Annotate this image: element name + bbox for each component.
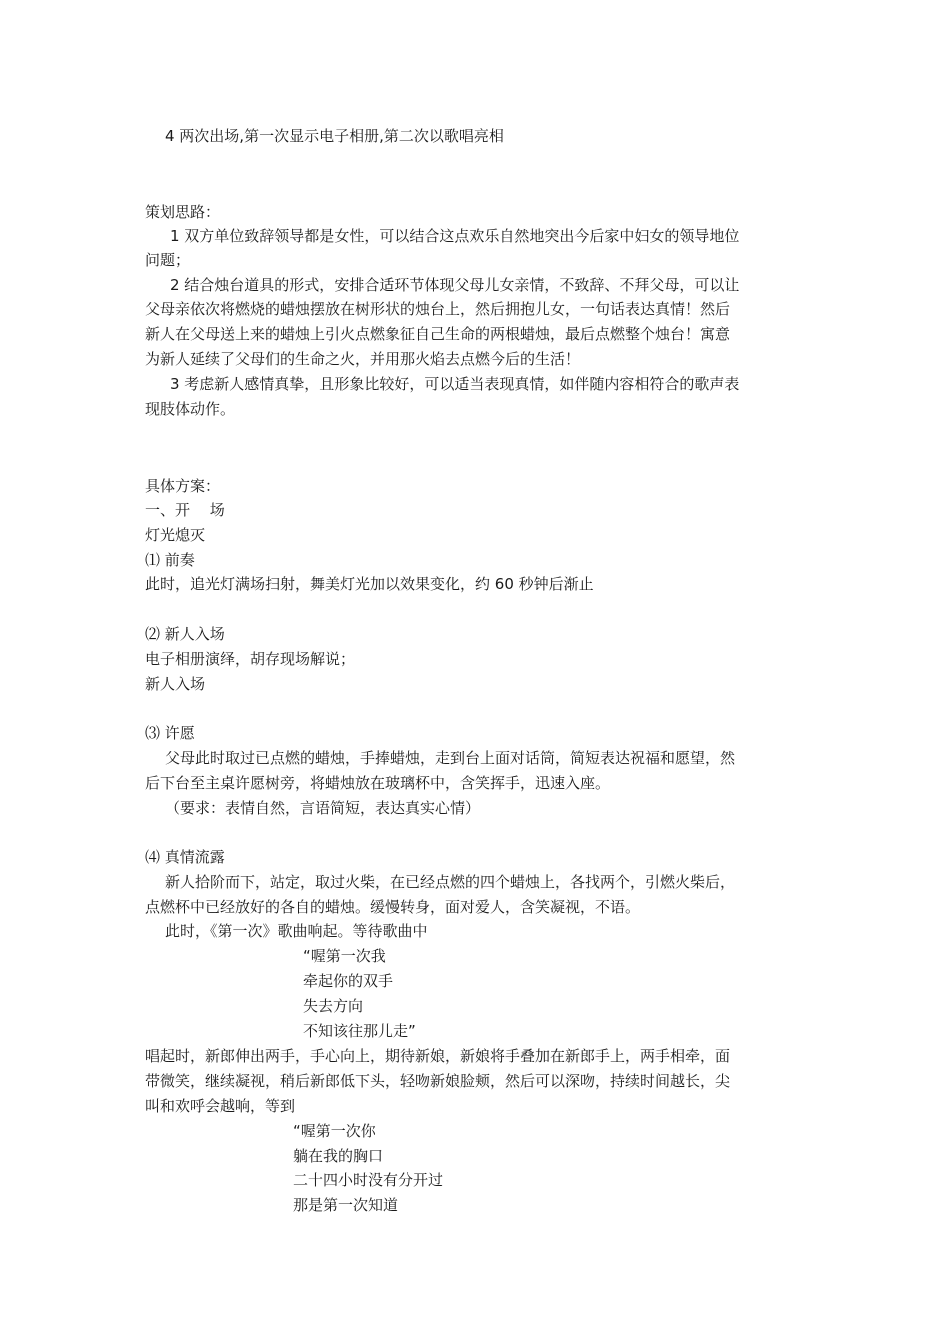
step-4-text-2: 点燃杯中已经放好的各自的蜡烛。缓慢转身，面对爱人，含笑凝视，不语。 bbox=[145, 898, 641, 916]
planning-point-1-cont: 问题； bbox=[145, 251, 191, 269]
step-4-text-5: 带微笑，继续凝视，稍后新郎低下头，轻吻新娘脸颊，然后可以深吻，持续时间越长，尖 bbox=[145, 1072, 731, 1090]
planning-point-2-cont-1: 父母亲依次将燃烧的蜡烛摆放在树形状的烛台上，然后拥抱儿女，一句话表达真情！然后 bbox=[145, 300, 731, 318]
step-2-title: ⑵ 新人入场 bbox=[145, 625, 225, 643]
lyric-line: 那是第一次知道 bbox=[293, 1196, 399, 1214]
step-2-text-2: 新人入场 bbox=[145, 675, 206, 693]
planning-point-2-cont-3: 为新人延续了父母们的生命之火，并用那火焰去点燃今后的生活！ bbox=[145, 350, 581, 368]
plan-heading: 具体方案： bbox=[145, 477, 221, 495]
step-3-requirement: （要求：表情自然，言语简短，表达真实心情） bbox=[165, 799, 481, 817]
step-3-title: ⑶ 许愿 bbox=[145, 724, 195, 742]
planning-heading: 策划思路： bbox=[145, 203, 221, 221]
section-opening: 一、开 场 bbox=[145, 501, 225, 519]
lights-off: 灯光熄灭 bbox=[145, 526, 206, 544]
planning-point-3: 3 考虑新人感情真挚，且形象比较好，可以适当表现真情，如伴随内容相符合的歌声表 bbox=[170, 375, 740, 393]
lyric-line: “喔第一次我 bbox=[303, 947, 386, 965]
lyric-line: “喔第一次你 bbox=[293, 1122, 376, 1140]
step-4-text-4: 唱起时，新郎伸出两手，手心向上，期待新娘，新娘将手叠加在新郎手上，两手相牵，面 bbox=[145, 1047, 731, 1065]
step-4-title: ⑷ 真情流露 bbox=[145, 848, 225, 866]
lyric-line: 牵起你的双手 bbox=[303, 972, 394, 990]
step-1-text: 此时，追光灯满场扫射，舞美灯光加以效果变化，约 60 秒钟后渐止 bbox=[145, 575, 594, 593]
planning-point-3-cont: 现肢体动作。 bbox=[145, 400, 236, 418]
step-3-text-cont: 后下台至主桌许愿树旁，将蜡烛放在玻璃杯中，含笑挥手，迅速入座。 bbox=[145, 774, 611, 792]
lyric-line: 不知该往那儿走” bbox=[303, 1022, 416, 1040]
lyric-line: 二十四小时没有分开过 bbox=[293, 1171, 444, 1189]
planning-point-2-cont-2: 新人在父母送上来的蜡烛上引火点燃象征自己生命的两根蜡烛，最后点燃整个烛台！寓意 bbox=[145, 325, 731, 343]
lyric-line: 失去方向 bbox=[303, 997, 364, 1015]
step-4-text-6: 叫和欢呼会越响，等到 bbox=[145, 1097, 296, 1115]
step-4-text-1: 新人拾阶而下，站定，取过火柴，在已经点燃的四个蜡烛上，各找两个，引燃火柴后， bbox=[165, 873, 736, 891]
step-2-text-1: 电子相册演绎，胡存现场解说； bbox=[145, 650, 356, 668]
planning-point-2: 2 结合烛台道具的形式，安排合适环节体现父母儿女亲情，不致辞、不拜父母，可以让 bbox=[170, 276, 740, 294]
step-3-text: 父母此时取过已点燃的蜡烛，手捧蜡烛，走到台上面对话筒，简短表达祝福和愿望，然 bbox=[165, 749, 736, 767]
step-1-title: ⑴ 前奏 bbox=[145, 551, 195, 569]
step-4-text-3: 此时，《第一次》歌曲响起。等待歌曲中 bbox=[165, 922, 428, 940]
intro-line-4: 4 两次出场,第一次显示电子相册,第二次以歌唱亮相 bbox=[165, 127, 504, 145]
planning-point-1: 1 双方单位致辞领导都是女性，可以结合这点欢乐自然地突出今后家中妇女的领导地位 bbox=[170, 227, 740, 245]
lyric-line: 躺在我的胸口 bbox=[293, 1147, 384, 1165]
